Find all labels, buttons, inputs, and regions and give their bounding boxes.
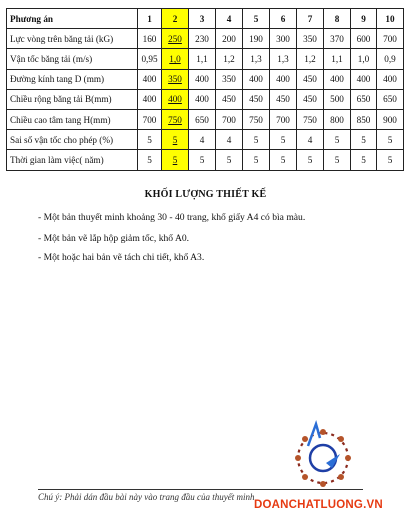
table-header-row [7,9,404,29]
table-cell: 4 [297,130,324,150]
table-cell: 5 [216,150,243,170]
table-cell: 400 [189,69,216,89]
table-cell: 1,2 [297,49,324,69]
table-cell: 1,3 [243,49,270,69]
table-cell: 600 [351,29,377,49]
table-cell: 450 [243,89,270,109]
table-cell: 5 [351,150,377,170]
table-cell: 370 [324,29,351,49]
table-cell: 900 [377,109,404,129]
table-cell: 1,2 [216,49,243,69]
workload-item-3: - Một hoặc hai bản vẽ tách chi tiết, khổ A3. [38,252,205,263]
header-option-3: 3 [189,9,216,29]
table-cell: 5 [324,150,351,170]
table-cell: 800 [324,109,351,129]
header-option-1: 1 [138,9,162,29]
table-cell: 300 [270,29,297,49]
table-cell: 5 [162,130,189,150]
table-cell: 5 [270,130,297,150]
table-cell: 750 [243,109,270,129]
table-cell: 650 [351,89,377,109]
table-cell: 700 [216,109,243,129]
footer-divider [38,489,363,490]
table-cell: 400 [270,69,297,89]
header-option-4: 4 [216,9,243,29]
header-option-6: 6 [270,9,297,29]
watermark-logo [286,416,360,494]
header-option-7: 7 [297,9,324,29]
row-label: Sai số vận tốc cho phép (%) [7,130,138,150]
table-row [7,49,404,69]
brand-watermark: DOANCHATLUONG.VN [254,499,383,511]
table-cell: 1,0 [162,49,189,69]
table-cell: 750 [297,109,324,129]
table-cell: 0,9 [377,49,404,69]
table-cell: 4 [189,130,216,150]
table-cell: 400 [243,69,270,89]
table-cell: 350 [297,29,324,49]
row-label: Lực vòng trên băng tải (kG) [7,29,138,49]
table-row [7,69,404,89]
table-cell: 750 [162,109,189,129]
table-cell: 5 [189,150,216,170]
table-cell: 5 [243,130,270,150]
table-cell: 400 [189,89,216,109]
table-cell: 450 [216,89,243,109]
table-cell: 5 [377,130,404,150]
table-cell: 1,1 [324,49,351,69]
table-cell: 700 [377,29,404,49]
workload-item-1: - Một bản thuyết minh khoảng 30 - 40 trang, khổ giấy A4 có bìa màu. [38,212,306,223]
table-cell: 0,95 [138,49,162,69]
table-cell: 500 [324,89,351,109]
table-cell: 5 [162,150,189,170]
table-cell: 350 [162,69,189,89]
table-row [7,89,404,109]
table-cell: 4 [216,130,243,150]
table-cell: 400 [138,69,162,89]
table-row [7,109,404,129]
footer-note: Chú ý: Phải dán đầu bài này vào trang đầu của thuyết minh [38,492,255,502]
table-cell: 450 [270,89,297,109]
table-cell: 5 [351,130,377,150]
table-row [7,150,404,170]
table-cell: 850 [351,109,377,129]
table-row [7,29,404,49]
table-row [7,130,404,150]
table-cell: 450 [297,89,324,109]
table-cell: 1,3 [270,49,297,69]
table-cell: 5 [243,150,270,170]
parameter-table [6,8,404,171]
table-cell: 400 [351,69,377,89]
table-cell: 700 [138,109,162,129]
table-cell: 5 [270,150,297,170]
table-cell: 700 [270,109,297,129]
header-option-10: 10 [377,9,404,29]
row-label: Thời gian làm việc( năm) [7,150,138,170]
header-option-9: 9 [351,9,377,29]
section-title: KHỐI LƯỢNG THIẾT KẾ [144,189,267,200]
table-cell: 400 [138,89,162,109]
table-cell: 1,1 [189,49,216,69]
table-cell: 450 [297,69,324,89]
table-cell: 650 [189,109,216,129]
header-label: Phương án [7,9,138,29]
table-cell: 5 [297,150,324,170]
header-option-2: 2 [162,9,189,29]
table-cell: 650 [377,89,404,109]
workload-item-2: - Một bản vẽ lắp hộp giảm tốc, khổ A0. [38,233,190,244]
table-cell: 190 [243,29,270,49]
table-cell: 5 [138,150,162,170]
table-cell: 400 [324,69,351,89]
row-label: Chiều cao tâm tang H(mm) [7,109,138,129]
row-label: Đường kính tang D (mm) [7,69,138,89]
table-cell: 400 [377,69,404,89]
table-cell: 5 [377,150,404,170]
row-label: Vận tốc băng tải (m/s) [7,49,138,69]
table-cell: 200 [216,29,243,49]
table-cell: 5 [324,130,351,150]
table-cell: 160 [138,29,162,49]
row-label: Chiều rộng băng tải B(mm) [7,89,138,109]
table-cell: 230 [189,29,216,49]
table-cell: 250 [162,29,189,49]
table-cell: 5 [138,130,162,150]
header-option-5: 5 [243,9,270,29]
table-cell: 1,0 [351,49,377,69]
header-option-8: 8 [324,9,351,29]
table-cell: 350 [216,69,243,89]
table-cell: 400 [162,89,189,109]
